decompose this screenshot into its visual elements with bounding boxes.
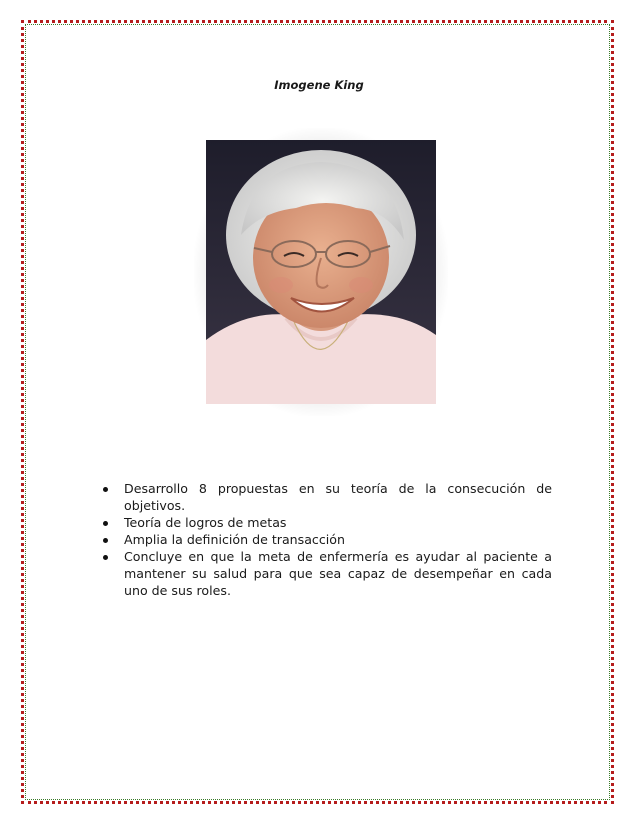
bullet-icon bbox=[103, 521, 108, 526]
bullet-icon bbox=[103, 555, 108, 560]
list-item bbox=[100, 531, 552, 548]
page-title: Imogene King bbox=[274, 78, 364, 92]
list-item bbox=[100, 514, 552, 531]
list-item-text: Concluye en que la meta de enfermería es ayudar al paciente a mantener su salud para que sea capaz de desempeñar en cada uno de sus roles. bbox=[124, 549, 552, 598]
list-item bbox=[100, 480, 552, 514]
bullet-icon bbox=[103, 538, 108, 543]
portrait-illustration bbox=[206, 140, 436, 404]
list-item-text: Desarrollo 8 propuestas en su teoría de la consecución de objetivos. bbox=[124, 481, 552, 513]
list-item bbox=[100, 548, 552, 599]
portrait-photo bbox=[206, 140, 436, 404]
list-item-text: Amplia la definición de transacción bbox=[124, 532, 345, 547]
bullet-list bbox=[100, 480, 552, 599]
bullet-icon bbox=[103, 487, 108, 492]
list-item-text: Teoría de logros de metas bbox=[124, 515, 287, 530]
